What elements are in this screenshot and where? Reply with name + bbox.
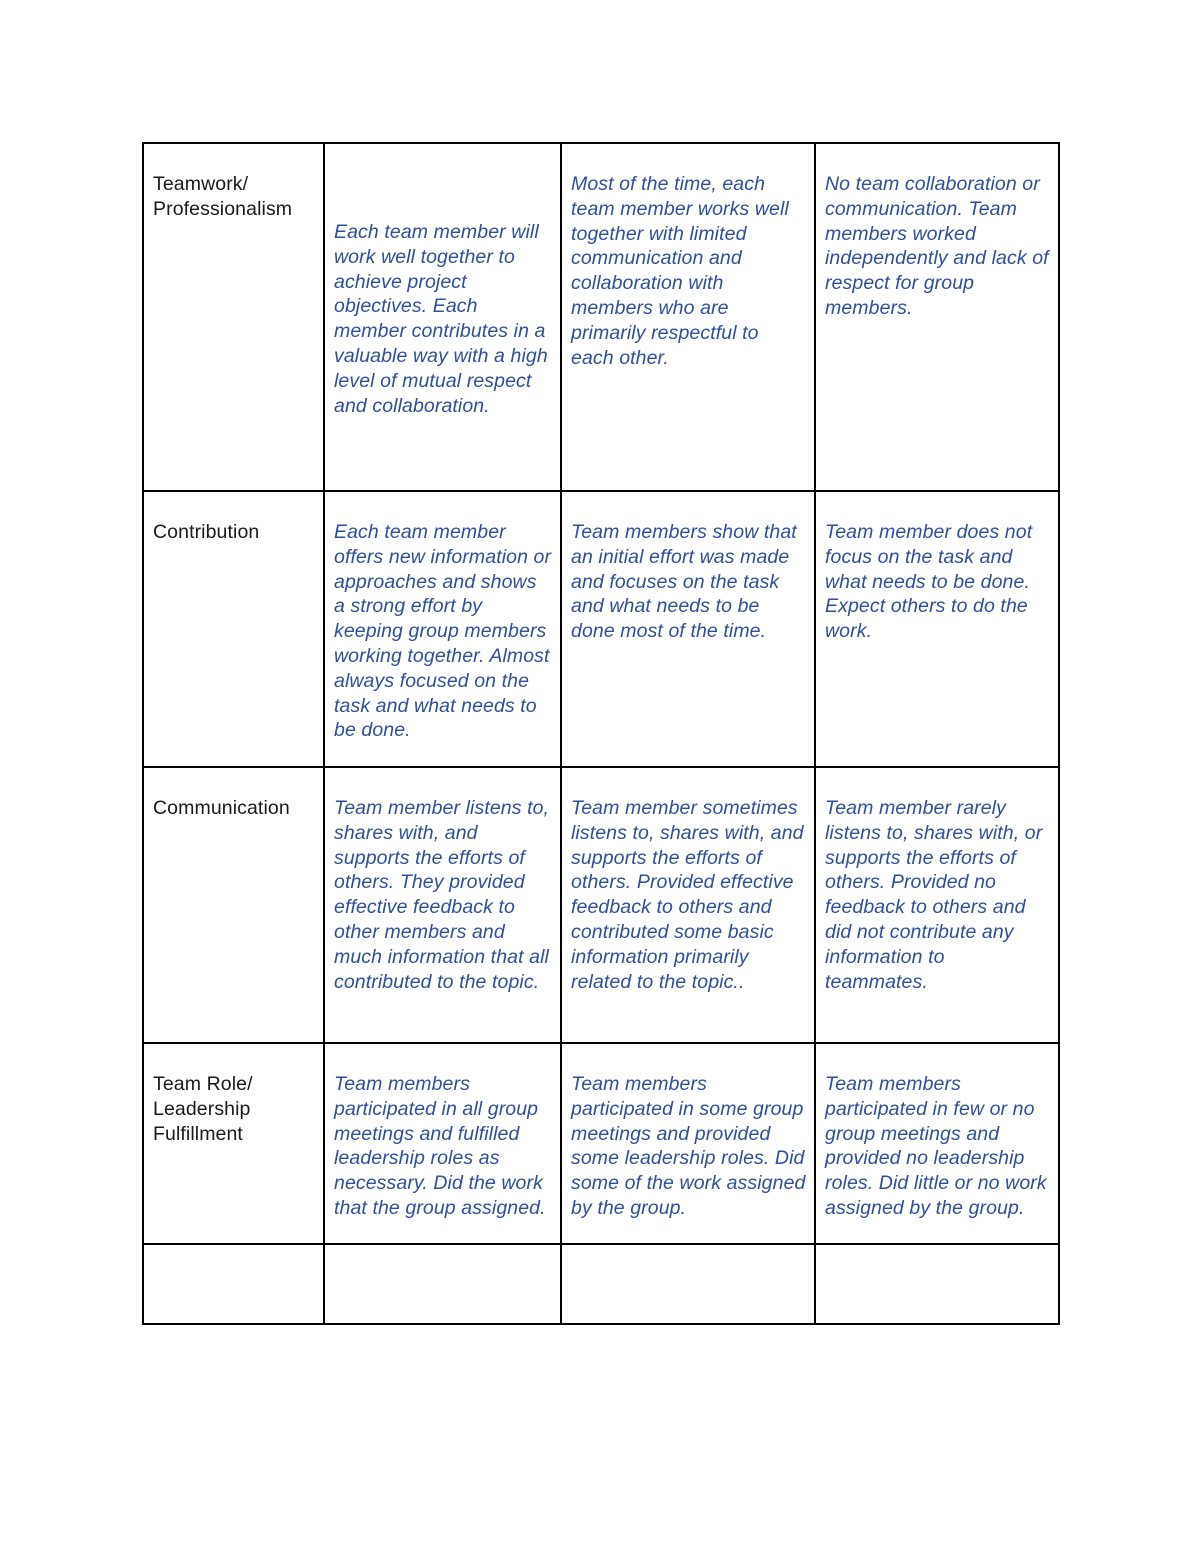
rubric-row-team-role <box>143 1043 1059 1244</box>
criterion-communication: Communication <box>143 767 324 1043</box>
level-satisfactory-teamwork: Most of the time, each team member works well together with limited communication and collaboration with members who are primarily respectful to each other. <box>561 143 815 491</box>
criterion-contribution: Contribution <box>143 491 324 767</box>
empty-cell <box>815 1244 1059 1324</box>
level-excellent-communication: Team member listens to, shares with, and supports the efforts of others. They provided effective feedback to other members and much information that all contributed to the topic. <box>324 767 561 1043</box>
level-unsatisfactory-teamwork: No team collaboration or communication. Team members worked independently and lack of respect for group members. <box>815 143 1059 491</box>
level-excellent-team-role: Team members participated in all group meetings and fulfilled leadership roles as necessary. Did the work that the group assigned. <box>324 1043 561 1244</box>
rubric-row-communication <box>143 767 1059 1043</box>
rubric-row-teamwork <box>143 143 1059 491</box>
criterion-teamwork: Teamwork/ Professionalism <box>143 143 324 491</box>
level-excellent-contribution: Each team member offers new information or approaches and shows a strong effort by keeping group members working together. Almost always focused on the task and what needs to be done. <box>324 491 561 767</box>
empty-cell <box>143 1244 324 1324</box>
empty-cell <box>324 1244 561 1324</box>
level-unsatisfactory-contribution: Team member does not focus on the task and what needs to be done. Expect others to do the work. <box>815 491 1059 767</box>
rubric-row-contribution <box>143 491 1059 767</box>
criterion-team-role: Team Role/ Leadership Fulfillment <box>143 1043 324 1244</box>
empty-cell <box>561 1244 815 1324</box>
level-excellent-teamwork: Each team member will work well together to achieve project objectives. Each member contributes in a valuable way with a high level of mutual respect and collaboration. <box>324 143 561 491</box>
level-unsatisfactory-team-role: Team members participated in few or no group meetings and provided no leadership roles. Did little or no work assigned by the group. <box>815 1043 1059 1244</box>
level-satisfactory-contribution: Team members show that an initial effort was made and focuses on the task and what needs to be done most of the time. <box>561 491 815 767</box>
level-satisfactory-team-role: Team members participated in some group meetings and provided some leadership roles. Did some of the work assigned by the group. <box>561 1043 815 1244</box>
level-unsatisfactory-communication: Team member rarely listens to, shares with, or supports the efforts of others. Provided no feedback to others and did not contribute any information to teammates. <box>815 767 1059 1043</box>
rubric-row-empty <box>143 1244 1059 1324</box>
rubric-table <box>142 142 1060 1325</box>
level-satisfactory-communication: Team member sometimes listens to, shares with, and supports the efforts of others. Provided effective feedback to others and contributed some basic information primarily related to the topic.. <box>561 767 815 1043</box>
